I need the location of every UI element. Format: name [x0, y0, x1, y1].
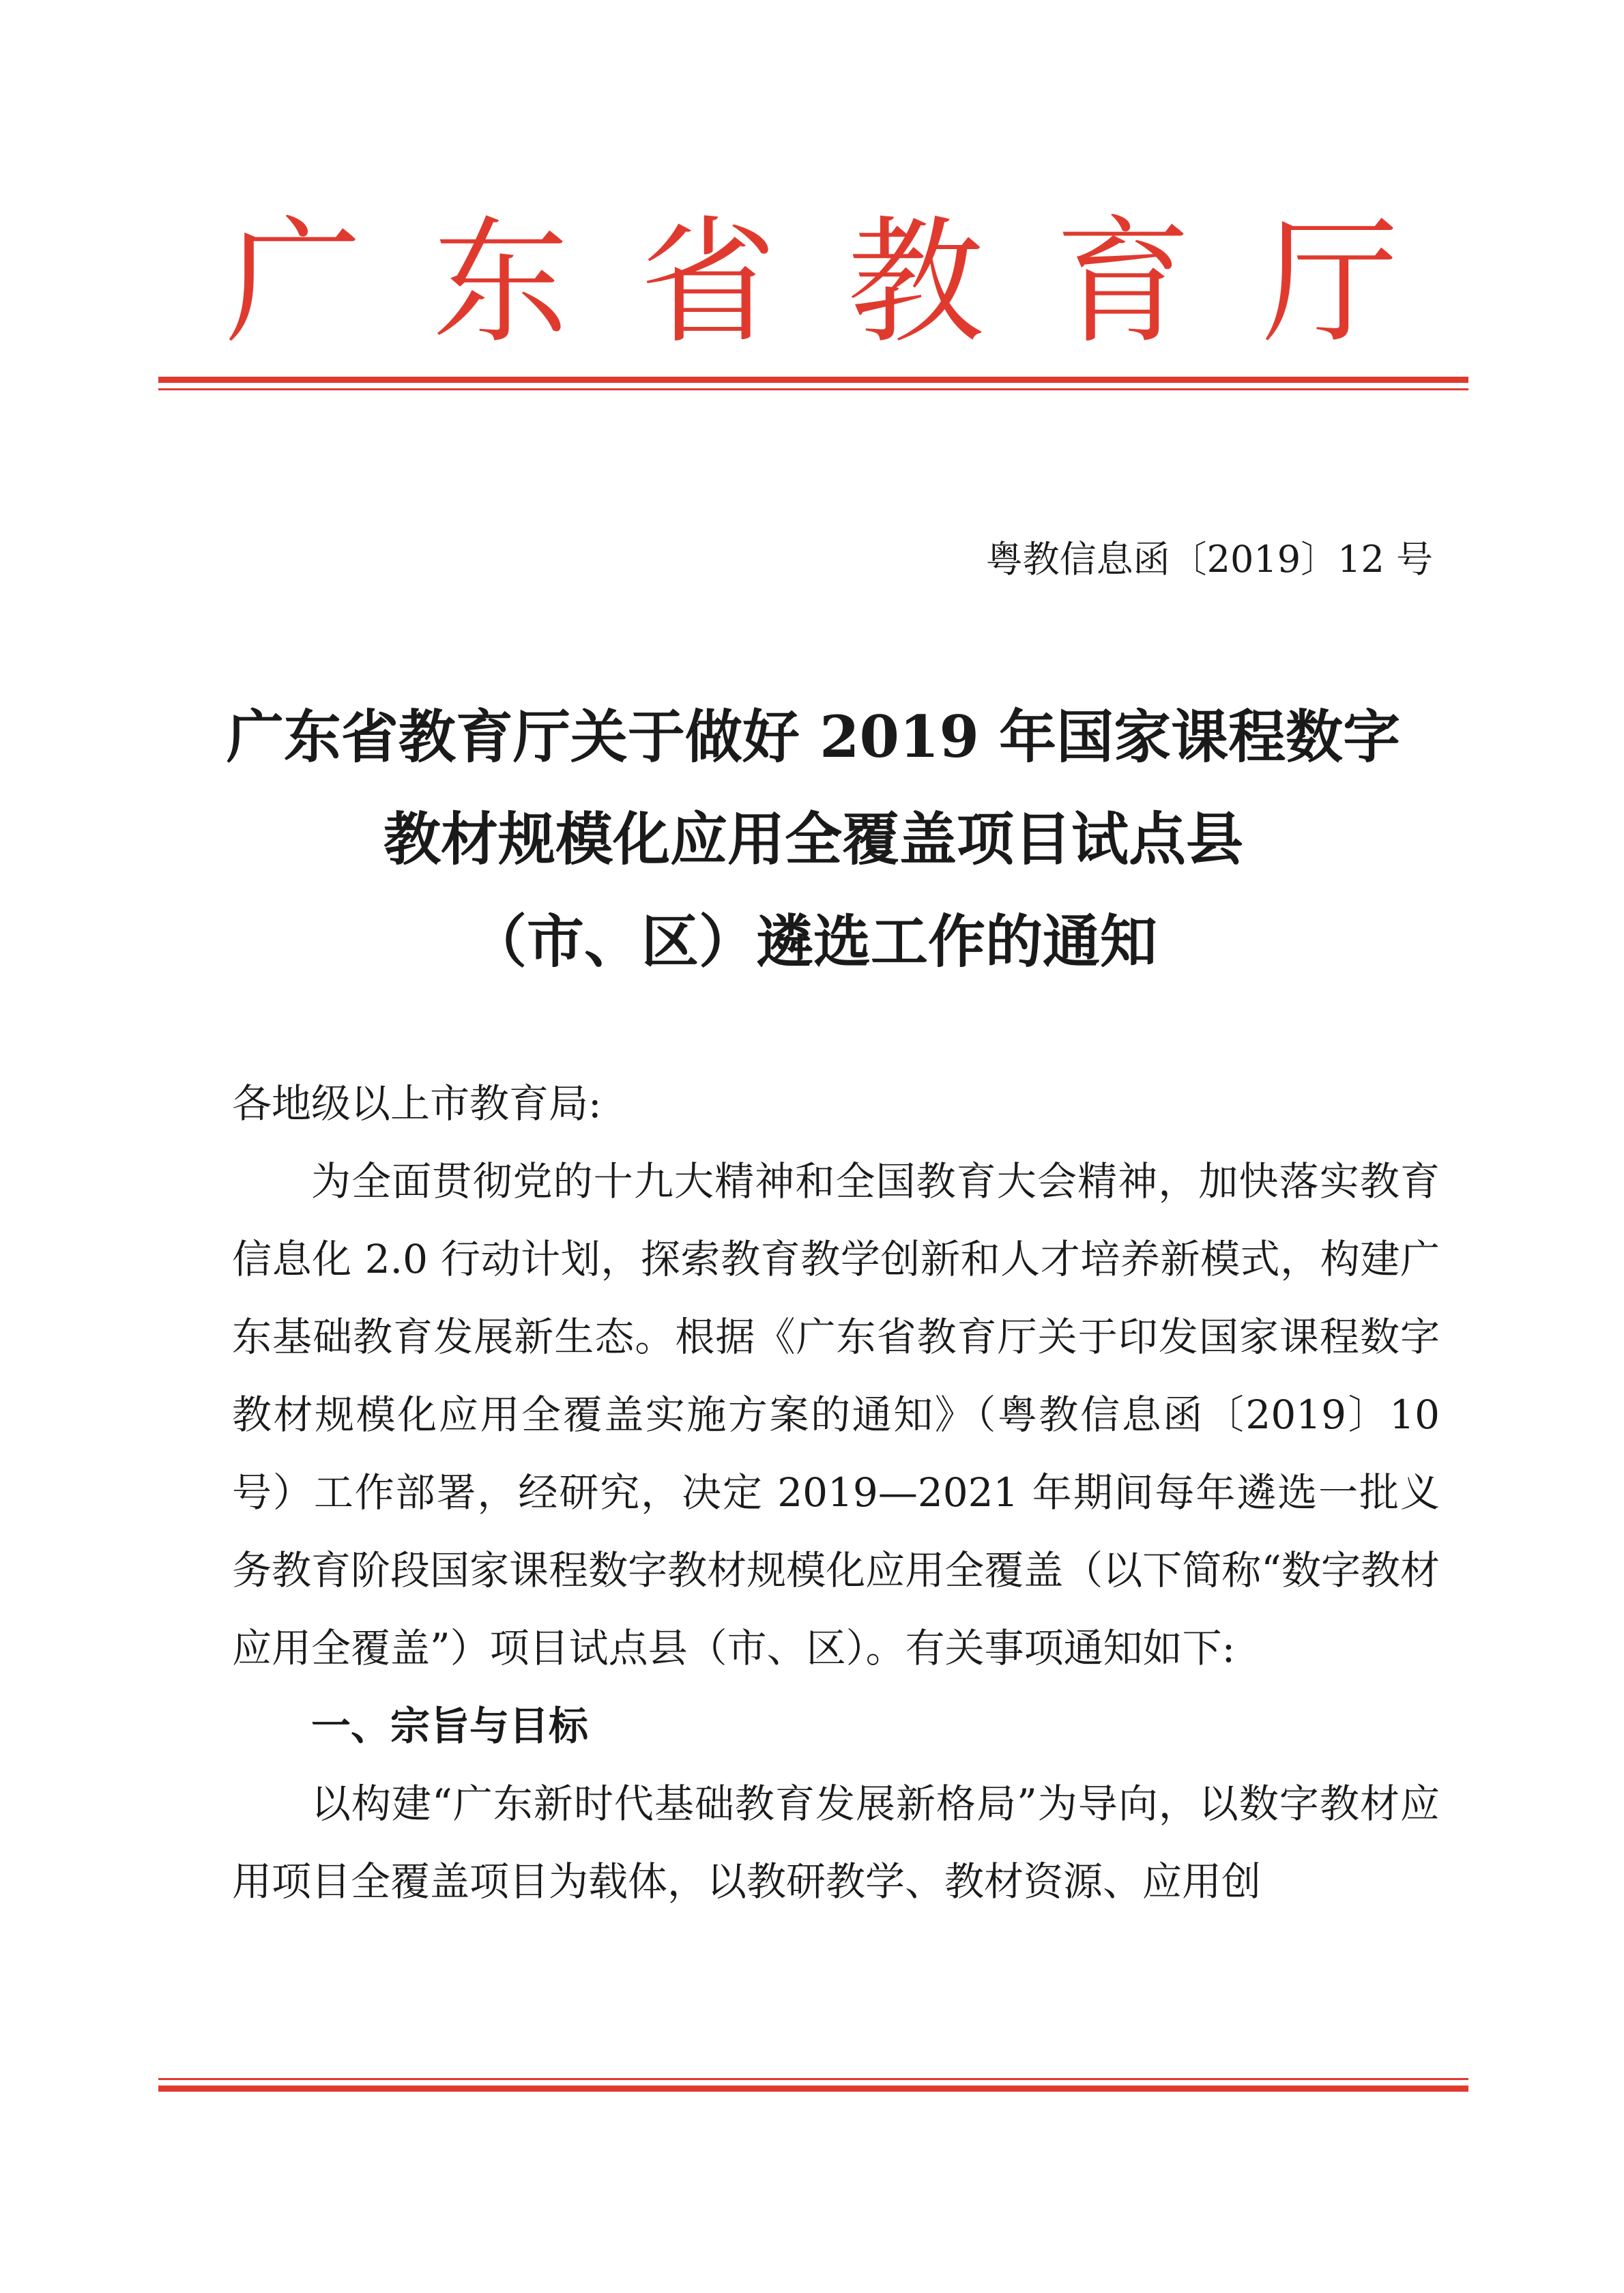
masthead-char: 育 — [1054, 203, 1191, 362]
title-line: 教材规模化应用全覆盖项目试点县 — [383, 805, 1243, 873]
document-number: 粤教信息函〔2019〕12 号 — [985, 538, 1433, 581]
masthead-char: 教 — [847, 203, 984, 362]
masthead-char: 东 — [432, 203, 569, 362]
footer-divider — [158, 2078, 1468, 2092]
masthead-char: 省 — [639, 203, 777, 362]
title-line: 广东省教育厅关于做好 2019 年国家课程数字 — [226, 703, 1401, 770]
document-body — [232, 1065, 1440, 1920]
salutation: 各地级以上市教育局: — [232, 1080, 602, 1127]
paragraph: 以构建“广东新时代基础教育发展新格局”为导向，以数字教材应用项目全覆盖项目为载体，以教研教学、教材资源、应用创 — [232, 1780, 1440, 1905]
title-line: （市、区）遴选工作的通知 — [469, 908, 1157, 975]
paragraph: 为全面贯彻党的十九大精神和全国教育大会精神，加快落实教育信息化 2.0 行动计划，探索教育教学创新和人才培养新模式，构建广东基础教育发展新生态。根据《广东省教育厅关于印发国家课程数字教材规模化应用全覆盖实施方案的通知》（粤教信息函〔2019〕10 号）工作部署，经研究，决定 2019—2021 年期间每年遴选一批义务教育阶段国家课程数字教材规模化应用全覆盖（以下简称“数字教材应用全覆盖”）项目试点县（市、区）。有关事项通知如下: — [232, 1158, 1440, 1671]
document-title — [158, 686, 1468, 993]
section-heading: 一、宗旨与目标 — [311, 1703, 589, 1749]
masthead-char: 广 — [225, 203, 362, 362]
masthead — [225, 203, 1399, 362]
masthead-divider — [158, 377, 1468, 390]
masthead-char: 厅 — [1262, 203, 1399, 362]
